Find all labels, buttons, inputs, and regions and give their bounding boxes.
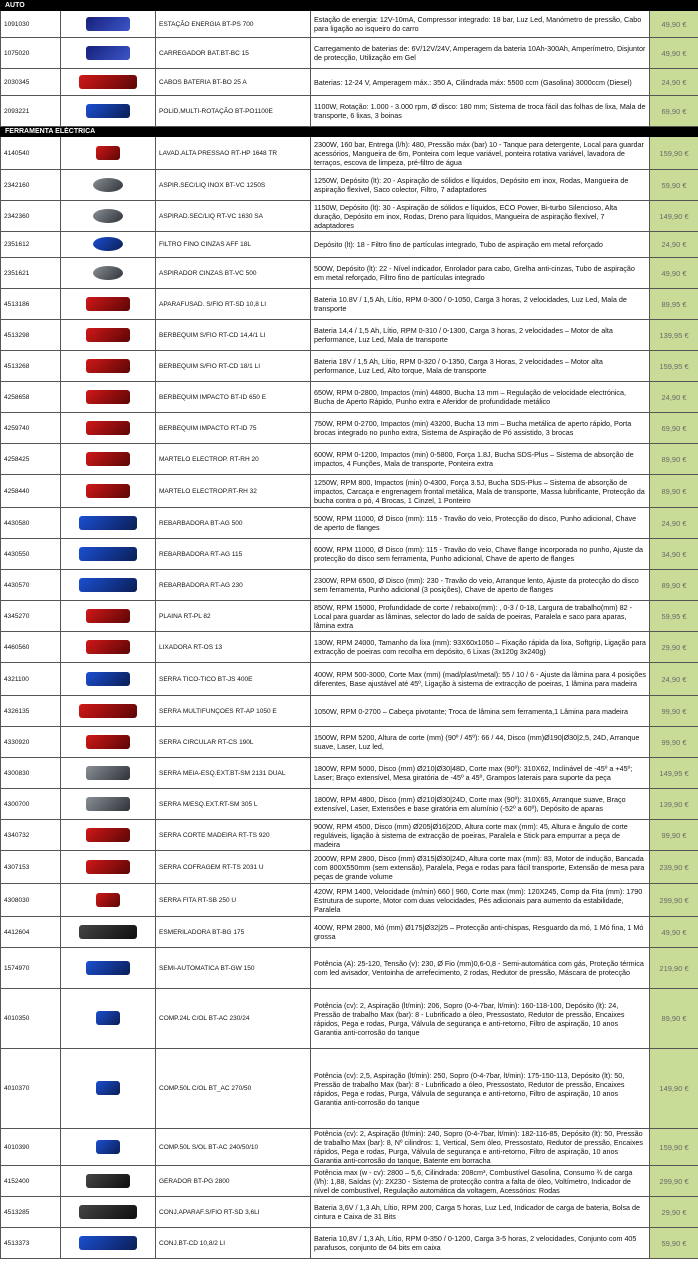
product-price: 149,90 € bbox=[650, 1049, 698, 1129]
product-description: 1800W, RPM 4800, Disco (mm) Ø210|Ø30|24D, Corte max (90º): 310X65, Arranque suave, Braço extensível, Laser, Extensões e base giratória em alumínio (-52º a 60º), Depósito de aparas bbox=[311, 789, 650, 820]
product-description: Bateria 14,4 / 1,5 Ah, Lítio, RPM 0-310 / 0-1300, Carga 3 horas, 2 velocidades – Motor de alta performance, Luz Led, Mala de transporte bbox=[311, 320, 650, 351]
product-price: 29,90 € bbox=[650, 632, 698, 663]
product-row bbox=[1, 539, 698, 570]
product-row bbox=[1, 170, 698, 201]
product-name: MARTELO ELECTROP.RT-RH 32 bbox=[156, 475, 311, 508]
product-description: 400W, RPM 2800, Mó (mm) Ø175|Ø32|25 – Protecção anti-chispas, Resguardo da mó, 1 Mó fina, 1 Mó grossa bbox=[311, 917, 650, 948]
product-name: LIXADORA RT-OS 13 bbox=[156, 632, 311, 663]
product-description: 1100W, Rotação: 1.000 - 3.000 rpm, Ø disco: 180 mm; Sistema de troca fácil das folhas de lixa, Mala de transporte, 6 lixas, 3 boinas bbox=[311, 96, 650, 127]
product-row bbox=[1, 1228, 698, 1259]
section-header bbox=[1, 127, 698, 137]
price-table-body bbox=[1, 1, 698, 1259]
product-row bbox=[1, 696, 698, 727]
product-name: SERRA MEIA-ESQ.EXT.BT-SM 2131 DUAL bbox=[156, 758, 311, 789]
product-code: 4430580 bbox=[1, 508, 61, 539]
product-name: REBARBADORA RT-AG 115 bbox=[156, 539, 311, 570]
product-code: 4308030 bbox=[1, 884, 61, 917]
angle-grinder-icon bbox=[79, 578, 137, 592]
product-description: Bateria 3,6V / 1,3 Ah, Lítio, RPM 200, Carga 5 horas, Luz Led, Indicador de carga de bateria, Bolsa de cintura e Caixa de 31 Bits bbox=[311, 1197, 650, 1228]
air-compressor-icon bbox=[96, 1140, 120, 1154]
band-saw-icon bbox=[96, 893, 120, 907]
product-price: 239,90 € bbox=[650, 851, 698, 884]
product-image bbox=[61, 96, 156, 127]
product-code: 4258440 bbox=[1, 475, 61, 508]
product-price: 99,90 € bbox=[650, 727, 698, 758]
product-image bbox=[61, 201, 156, 232]
product-name: POLID.MULTI-ROTAÇÃO BT-PO1100E bbox=[156, 96, 311, 127]
product-image bbox=[61, 382, 156, 413]
product-description: 420W, RPM 1400, Velocidade (m/min) 660 | 960, Corte max (mm): 120X245, Comp da Fita (mm): 1790 Estrutura de suporte, Motor com duas velocidades, Pés adicionais para aumento da estabilidade, Paralela bbox=[311, 884, 650, 917]
product-image bbox=[61, 989, 156, 1049]
jumper-cables-icon bbox=[79, 75, 137, 89]
product-name: REBARBADORA RT-AG 230 bbox=[156, 570, 311, 601]
section-title: FERRAMENTA ELÉCTRICA bbox=[1, 127, 698, 137]
product-price: 24,90 € bbox=[650, 232, 698, 258]
product-price: 299,90 € bbox=[650, 884, 698, 917]
product-row bbox=[1, 1197, 698, 1228]
product-code: 4513373 bbox=[1, 1228, 61, 1259]
product-price: 49,90 € bbox=[650, 38, 698, 69]
product-code: 4330920 bbox=[1, 727, 61, 758]
product-image bbox=[61, 789, 156, 820]
product-price: 24,90 € bbox=[650, 508, 698, 539]
product-image bbox=[61, 1197, 156, 1228]
product-image bbox=[61, 289, 156, 320]
product-code: 2342160 bbox=[1, 170, 61, 201]
product-code: 4010390 bbox=[1, 1129, 61, 1166]
product-image bbox=[61, 170, 156, 201]
product-name: ESTAÇÃO ENERGIA BT-PS 700 bbox=[156, 11, 311, 38]
section-header bbox=[1, 1, 698, 11]
product-name: SERRA CIRCULAR RT-CS 190L bbox=[156, 727, 311, 758]
product-image bbox=[61, 884, 156, 917]
product-code: 2030345 bbox=[1, 69, 61, 96]
product-row bbox=[1, 820, 698, 851]
product-description: 130W, RPM 24000, Tamanho da lixa (mm): 93X60x1050 – Fixação rápida da lixa, Softgrip, Ligação para extracção de poeiras com recolha em depósito, 6 Lixas (3x120g 3x240g) bbox=[311, 632, 650, 663]
product-description: Potência (cv): 2,5, Aspiração (lt/min): 250, Sopro (0-4-7bar, lt/min): 175-150-113, Depósito (lt): 50, Pressão de trabalho Max (bar): 8 - Lubrificado a óleo, Pressostato, Redutor de pressão, Encaixes rápidos, Pega e rodas, Purga, Válvula de segurança e anti-retorno, Filtro de aspiração, 10 anos Garantia anti-corrosão do tanque bbox=[311, 1049, 650, 1129]
product-price: 159,95 € bbox=[650, 351, 698, 382]
product-price: 299,90 € bbox=[650, 1166, 698, 1197]
product-row bbox=[1, 851, 698, 884]
product-price: 49,90 € bbox=[650, 11, 698, 38]
product-name: SEMI-AUTOMATICA BT-GW 150 bbox=[156, 948, 311, 989]
product-description: 750W, RPM 0-2700, Impactos (min) 43200, Bucha 13 mm – Bucha metálica de aperto rápido, Porta brocas integrado no punho extra, Sistema de Aspiração de Pó assistido, 3 brocas bbox=[311, 413, 650, 444]
product-row bbox=[1, 1049, 698, 1129]
product-code: 4340732 bbox=[1, 820, 61, 851]
cordless-screwdriver-icon bbox=[86, 297, 130, 311]
product-price: 219,90 € bbox=[650, 948, 698, 989]
product-price: 69,90 € bbox=[650, 96, 698, 127]
planer-icon bbox=[86, 609, 130, 623]
product-code: 4430550 bbox=[1, 539, 61, 570]
product-description: 2300W, 160 bar, Entrega (l/h): 480, Pressão máx (bar) 10 - Tanque para detergente, Local para guardar acessórios, Mangueira de 6m, Ponteira com leque variável, ponteira rotativa variável, lavadora de terraços, escova de limpeza, pré-filtro de água bbox=[311, 137, 650, 170]
product-price: 149,90 € bbox=[650, 201, 698, 232]
product-description: 850W, RPM 15000, Profundidade de corte / rebaixo(mm): , 0-3 / 0-18, Largura de trabalho(mm) 82 - Local para guardar as lâminas, selector do lado de saída de poeiras, Paralela e saco para aparas, lâmina extra bbox=[311, 601, 650, 632]
product-row bbox=[1, 632, 698, 663]
product-image bbox=[61, 917, 156, 948]
product-code: 4513186 bbox=[1, 289, 61, 320]
product-name: SERRA CORTE MADEIRA RT-TS 920 bbox=[156, 820, 311, 851]
product-price: 139,90 € bbox=[650, 789, 698, 820]
generator-icon bbox=[86, 1174, 130, 1188]
product-name: ASPIR.SEC/LIQ INOX BT-VC 1250S bbox=[156, 170, 311, 201]
pressure-washer-icon bbox=[96, 146, 120, 160]
angle-grinder-icon bbox=[79, 547, 137, 561]
product-row bbox=[1, 69, 698, 96]
product-code: 4513268 bbox=[1, 351, 61, 382]
product-name: BERBEQUIM IMPACTO BT-ID 650 E bbox=[156, 382, 311, 413]
product-code: 4345270 bbox=[1, 601, 61, 632]
product-code: 4460560 bbox=[1, 632, 61, 663]
product-name: SERRA MULTIFUNÇOES RT-AP 1050 E bbox=[156, 696, 311, 727]
product-image bbox=[61, 1166, 156, 1197]
product-code: 4321100 bbox=[1, 663, 61, 696]
product-description: 600W, RPM 11000, Ø Disco (mm): 115 - Travão do veio, Chave flange incorporada no punho, Ajuste da protecção do disco sem ferramenta, Punho adicional, Chave de aperto de flanges bbox=[311, 539, 650, 570]
angle-grinder-icon bbox=[79, 516, 137, 530]
product-row bbox=[1, 1129, 698, 1166]
product-row bbox=[1, 663, 698, 696]
air-compressor-icon bbox=[96, 1011, 120, 1025]
product-image bbox=[61, 948, 156, 989]
product-row bbox=[1, 351, 698, 382]
product-name: MARTELO ELECTROP. RT-RH 20 bbox=[156, 444, 311, 475]
product-price: 59,95 € bbox=[650, 601, 698, 632]
product-price: 24,90 € bbox=[650, 69, 698, 96]
product-name: FILTRO FINO CINZAS AFF 18L bbox=[156, 232, 311, 258]
table-saw-icon bbox=[86, 828, 130, 842]
product-description: Potência (cv): 2, Aspiração (lt/min): 240, Sopro (0-4-7bar, lt/min): 182-116-85, Depósito (lt): 50, Pressão de trabalho Max (bar): 8, Nº cilindros: 1, Vertical, Sem óleo, Pressostato, Redutor de pressão, Encaixes rápidos, Pega e rodas, Purga, Válvula de segurança e anti-retorno, Filtro de aspiração, 10 anos Garantia anti-corrosão do tanque, Batente em borracha bbox=[311, 1129, 650, 1166]
reciprocating-saw-icon bbox=[79, 704, 137, 718]
product-row bbox=[1, 758, 698, 789]
product-image bbox=[61, 508, 156, 539]
product-row bbox=[1, 137, 698, 170]
product-description: Estação de energia: 12V-10mA, Compressor integrado: 18 bar, Luz Led, Manómetro de pressão, Cabo para ligação ao isqueiro do carro bbox=[311, 11, 650, 38]
product-name: ASPIRAD.SEC/LIQ RT-VC 1630 SA bbox=[156, 201, 311, 232]
product-name: BERBEQUIM S/FIO RT-CD 18/1 LI bbox=[156, 351, 311, 382]
product-price: 59,90 € bbox=[650, 1228, 698, 1259]
drill-kit-icon bbox=[79, 1236, 137, 1250]
miter-saw-icon bbox=[86, 797, 130, 811]
product-image bbox=[61, 444, 156, 475]
product-description: Potência (A): 25-120, Tensão (v): 230, Ø Fio (mm)0,6-0,8 - Semi-automática com gás, Proteção térmica com led avisador, Ventoinha de arrefecimento, 2 rodas, Redutor de pressão, Máscara de protecção bbox=[311, 948, 650, 989]
product-image bbox=[61, 320, 156, 351]
product-image bbox=[61, 1129, 156, 1166]
product-row bbox=[1, 948, 698, 989]
product-description: 1150W, Depósito (lt): 30 - Aspiração de sólidos e líquidos, ECO Power, Bi-turbo Silencioso, Alta duração, Depósito em inox, Rodas, Dreno para líquidos, Mangueira de aspiração flexível, 7 adaptadores bbox=[311, 201, 650, 232]
product-code: 1091030 bbox=[1, 11, 61, 38]
product-row bbox=[1, 917, 698, 948]
product-code: 2351621 bbox=[1, 258, 61, 289]
product-code: 4140540 bbox=[1, 137, 61, 170]
product-description: Bateria 18V / 1,5 Ah, Lítio, RPM 0-320 / 0-1350, Carga 3 Horas, 2 velocidades – Motor alta performance, Luz Led, Alto torque, Mala de transporte bbox=[311, 351, 650, 382]
product-code: 4300830 bbox=[1, 758, 61, 789]
product-description: 1250W, Depósito (lt): 20 - Aspiração de sólidos e líquidos, Depósito em inox, Rodas, Mangueira de aspiração flexível, Saco colector, Filtro, 7 adaptadores bbox=[311, 170, 650, 201]
power-station-icon bbox=[86, 17, 130, 31]
product-name: BERBEQUIM IMPACTO RT-ID 75 bbox=[156, 413, 311, 444]
product-description: 2000W, RPM 2800, Disco (mm) Ø315|Ø30|24D, Altura corte max (mm): 83, Motor de indução, Bancada com 800X550mm (sem extensão), Paralela, Pega e rodas para fácil transporte, Extensão de mesa para peças de grande volume bbox=[311, 851, 650, 884]
rotary-hammer-icon bbox=[86, 484, 130, 498]
bench-grinder-icon bbox=[79, 925, 137, 939]
product-code: 1574970 bbox=[1, 948, 61, 989]
product-image bbox=[61, 696, 156, 727]
product-code: 2093221 bbox=[1, 96, 61, 127]
product-name: SERRA M/ESQ.EXT.RT-SM 305 L bbox=[156, 789, 311, 820]
product-price: 149,95 € bbox=[650, 758, 698, 789]
product-price: 89,90 € bbox=[650, 989, 698, 1049]
product-image bbox=[61, 820, 156, 851]
product-image bbox=[61, 632, 156, 663]
product-code: 4412604 bbox=[1, 917, 61, 948]
product-row bbox=[1, 989, 698, 1049]
product-description: Bateria 10.8V / 1,5 Ah, Lítio, RPM 0-300 / 0-1050, Carga 3 horas, 2 velocidades, Luz Led, Mala de transporte bbox=[311, 289, 650, 320]
product-description: Carregamento de baterias de: 6V/12V/24V, Amperagem da bateria 10Ah-300Ah, Amperímetro, Disjuntor de protecção, Utilização em Gel bbox=[311, 38, 650, 69]
product-price: 99,90 € bbox=[650, 696, 698, 727]
product-price: 49,90 € bbox=[650, 917, 698, 948]
product-name: SERRA COFRAGEM RT-TS 2031 U bbox=[156, 851, 311, 884]
product-row bbox=[1, 232, 698, 258]
product-price: 24,90 € bbox=[650, 663, 698, 696]
product-row bbox=[1, 413, 698, 444]
product-description: 900W, RPM 4500, Disco (mm) Ø205|Ø16|20D, Altura corte max (mm): 45, Altura e ângulo de corte reguláveis, ligação à sistema de extracção de poeiras, Paralela e Stick para empurrar a peça de madeira bbox=[311, 820, 650, 851]
product-image bbox=[61, 11, 156, 38]
table-saw-icon bbox=[86, 860, 130, 874]
product-price: 89,90 € bbox=[650, 475, 698, 508]
product-description: Baterias: 12-24 V, Amperagem máx.: 350 A, Cilindrada máx: 5500 ccm (Gasolina) 3000ccm (Diesel) bbox=[311, 69, 650, 96]
product-name: ESMERILADORA BT-BG 175 bbox=[156, 917, 311, 948]
product-image bbox=[61, 351, 156, 382]
product-image bbox=[61, 38, 156, 69]
product-price: 89,90 € bbox=[650, 444, 698, 475]
product-price: 49,90 € bbox=[650, 258, 698, 289]
jigsaw-icon bbox=[86, 672, 130, 686]
product-description: 400W, RPM 500-3000, Corte Max (mm) (mad/plast/metal): 55 / 10 / 6 - Ajuste da lâmina para 4 posições diferentes, Base ajustável até 45º, Ligação à sistema de extracção de poeiras, 1 lâmina para madeira bbox=[311, 663, 650, 696]
product-row bbox=[1, 475, 698, 508]
screwdriver-kit-icon bbox=[79, 1205, 137, 1219]
product-description: 600W, RPM 0-1200, Impactos (min) 0-5800, Força 1.8J, Bucha SDS-Plus – Sistema de absorção de impactos, 4 Funções, Mala de transporte, Ponteira extra bbox=[311, 444, 650, 475]
product-row bbox=[1, 38, 698, 69]
product-code: 1075020 bbox=[1, 38, 61, 69]
product-image bbox=[61, 232, 156, 258]
product-image bbox=[61, 851, 156, 884]
product-row bbox=[1, 884, 698, 917]
product-name: COMP.24L C/OL BT-AC 230/24 bbox=[156, 989, 311, 1049]
product-price: 89,95 € bbox=[650, 289, 698, 320]
product-description: Potência (cv): 2, Aspiração (lt/min): 206, Sopro (0-4-7bar, lt/min): 160-118-100, Depósito (lt): 24, Pressão de trabalho Max (bar): 8 - Lubrificado a óleo, Pressostato, Redutor de pressão, Encaixes rápidos, Pega e rodas, Purga, Válvula de segurança e anti-retorno, Filtro de aspiração, 10 anos Garantia anti-corrosão do tanque bbox=[311, 989, 650, 1049]
sander-icon bbox=[86, 640, 130, 654]
product-description: 1800W, RPM 5000, Disco (mm) Ø210|Ø30|48D, Corte max (90º): 310X62, Inclinável de -45º a +45º; Laser; Braço extensível, Mesa giratória de -45º a 45º, Grampos laterais para suporte da peça bbox=[311, 758, 650, 789]
product-row bbox=[1, 382, 698, 413]
product-name: COMP.50L C/OL BT_AC 270/50 bbox=[156, 1049, 311, 1129]
product-description: Potência max (w - cv): 2800 – 5,6, Cilindrada: 208cm³, Combustível Gasolina, Consumo ¾ de carga (l/h): 1,88, Saídas (v): 2X230 - Sistema de protecção contra a falta de óleo, Voltímetro, Indicador de nível de combustível, Regulação automática da voltagem, Acessórios: Rodas bbox=[311, 1166, 650, 1197]
product-code: 4307153 bbox=[1, 851, 61, 884]
product-description: 2300W, RPM 6500, Ø Disco (mm): 230 - Travão do veio, Arranque lento, Ajuste da protecção do disco sem ferramenta, Punho adicional (3 posições), Chave de aperto de flanges bbox=[311, 570, 650, 601]
product-name: SERRA FITA RT-SB 250 U bbox=[156, 884, 311, 917]
product-row bbox=[1, 789, 698, 820]
product-row bbox=[1, 320, 698, 351]
product-row bbox=[1, 258, 698, 289]
product-code: 4010350 bbox=[1, 989, 61, 1049]
product-description: 500W, Depósito (lt): 22 - Nível indicador, Enrolador para cabo, Grelha anti-cinzas, Tubo de aspiração em metal reforçado, Filtro fino de partículas integrado bbox=[311, 258, 650, 289]
product-image bbox=[61, 570, 156, 601]
product-name: COMP.50L S/OL BT-AC 240/50/10 bbox=[156, 1129, 311, 1166]
product-price: 69,90 € bbox=[650, 413, 698, 444]
product-price: 24,90 € bbox=[650, 382, 698, 413]
product-price: 159,90 € bbox=[650, 1129, 698, 1166]
product-price: 89,90 € bbox=[650, 570, 698, 601]
product-description: Bateria 10,8V / 1,3 Ah, Lítio, RPM 0-350 / 0-1200, Carga 3-5 horas, 2 velocidades, Conjunto com 405 parafusos, conjunto de 64 bits em caixa bbox=[311, 1228, 650, 1259]
product-image bbox=[61, 1228, 156, 1259]
product-price: 59,90 € bbox=[650, 170, 698, 201]
air-compressor-icon bbox=[96, 1081, 120, 1095]
product-row bbox=[1, 96, 698, 127]
product-code: 2351612 bbox=[1, 232, 61, 258]
product-code: 4430570 bbox=[1, 570, 61, 601]
product-name: PLAINA RT-PL 82 bbox=[156, 601, 311, 632]
cordless-drill-icon bbox=[86, 359, 130, 373]
product-description: 1050W, RPM 0-2700 – Cabeça pivotante; Troca de lâmina sem ferramenta,1 Lâmina para madeira bbox=[311, 696, 650, 727]
product-price: 29,90 € bbox=[650, 1197, 698, 1228]
section-title: AUTO bbox=[1, 1, 698, 11]
vacuum-cleaner-icon bbox=[93, 209, 123, 223]
product-row bbox=[1, 289, 698, 320]
product-name: SERRA TICO-TICO BT-JS 400E bbox=[156, 663, 311, 696]
product-image bbox=[61, 663, 156, 696]
product-code: 4258425 bbox=[1, 444, 61, 475]
vacuum-cleaner-icon bbox=[93, 178, 123, 192]
polisher-icon bbox=[86, 104, 130, 118]
product-name: APARAFUSAD. S/FIO RT-SD 10,8 LI bbox=[156, 289, 311, 320]
product-price: 139,95 € bbox=[650, 320, 698, 351]
product-image bbox=[61, 539, 156, 570]
product-image bbox=[61, 413, 156, 444]
product-image bbox=[61, 601, 156, 632]
impact-drill-icon bbox=[86, 390, 130, 404]
product-code: 4300700 bbox=[1, 789, 61, 820]
product-code: 4010370 bbox=[1, 1049, 61, 1129]
product-name: CABOS BATERIA BT-BO 25 A bbox=[156, 69, 311, 96]
product-image bbox=[61, 758, 156, 789]
product-price: 34,90 € bbox=[650, 539, 698, 570]
ash-vacuum-icon bbox=[93, 266, 123, 280]
product-code: 2342360 bbox=[1, 201, 61, 232]
product-row bbox=[1, 201, 698, 232]
impact-drill-icon bbox=[86, 421, 130, 435]
product-name: GERADOR BT-PG 2800 bbox=[156, 1166, 311, 1197]
ash-filter-icon bbox=[93, 237, 123, 251]
product-description: 1500W, RPM 5200, Altura de corte (mm) (90º / 45º): 66 / 44, Disco (mm)Ø190|Ø30|2,5, 24D, Arranque suave, Laser, Luz led, bbox=[311, 727, 650, 758]
product-row bbox=[1, 508, 698, 539]
product-image bbox=[61, 258, 156, 289]
product-row bbox=[1, 1166, 698, 1197]
product-name: CARREGADOR BAT.BT-BC 15 bbox=[156, 38, 311, 69]
product-price: 99,90 € bbox=[650, 820, 698, 851]
product-code: 4513298 bbox=[1, 320, 61, 351]
product-name: LAVAD.ALTA PRESSAO RT-HP 1648 TR bbox=[156, 137, 311, 170]
miter-saw-icon bbox=[86, 766, 130, 780]
cordless-drill-icon bbox=[86, 328, 130, 342]
product-description: 1250W, RPM 800, Impactos (min) 0-4300, Força 3.5J, Bucha SDS-Plus – Sistema de absorção de impactos, Carcaça e engrenagem frontal metálica, Mala de transporte, Massa lubrificante, Protecção da bucha contra o pó, 4 Brocas, 1 Cinzel, 1 Ponteiro bbox=[311, 475, 650, 508]
product-image bbox=[61, 1049, 156, 1129]
circular-saw-icon bbox=[86, 735, 130, 749]
product-row bbox=[1, 570, 698, 601]
product-code: 4513285 bbox=[1, 1197, 61, 1228]
product-row bbox=[1, 727, 698, 758]
product-name: CONJ.BT-CD 10,8/2 LI bbox=[156, 1228, 311, 1259]
rotary-hammer-icon bbox=[86, 452, 130, 466]
product-name: REBARBADORA BT-AG 500 bbox=[156, 508, 311, 539]
product-row bbox=[1, 444, 698, 475]
product-code: 4326135 bbox=[1, 696, 61, 727]
product-image bbox=[61, 137, 156, 170]
product-code: 4259740 bbox=[1, 413, 61, 444]
battery-charger-icon bbox=[86, 46, 130, 60]
product-description: 650W, RPM 0-2800, Impactos (min) 44800, Bucha 13 mm – Regulação de velocidade electrónica, Bucha de Aperto Rápido, Punho extra e Aferidor de profundidade metálico bbox=[311, 382, 650, 413]
product-name: BERBEQUIM S/FIO RT-CD 14,4/1 LI bbox=[156, 320, 311, 351]
product-row bbox=[1, 601, 698, 632]
product-description: 500W, RPM 11000, Ø Disco (mm): 115 - Travão do veio, Protecção do disco, Punho adicional, Chave de aperto de flanges bbox=[311, 508, 650, 539]
product-description: Depósito (lt): 18 - Filtro fino de partículas integrado, Tubo de aspiração em metal reforçado bbox=[311, 232, 650, 258]
product-code: 4258658 bbox=[1, 382, 61, 413]
product-name: ASPIRADOR CINZAS BT-VC 500 bbox=[156, 258, 311, 289]
product-price: 159,90 € bbox=[650, 137, 698, 170]
product-image bbox=[61, 69, 156, 96]
product-row bbox=[1, 11, 698, 38]
welder-icon bbox=[86, 961, 130, 975]
product-code: 4152400 bbox=[1, 1166, 61, 1197]
product-image bbox=[61, 727, 156, 758]
product-name: CONJ.APARAF.S/FIO RT-SD 3,6LI bbox=[156, 1197, 311, 1228]
product-image bbox=[61, 475, 156, 508]
